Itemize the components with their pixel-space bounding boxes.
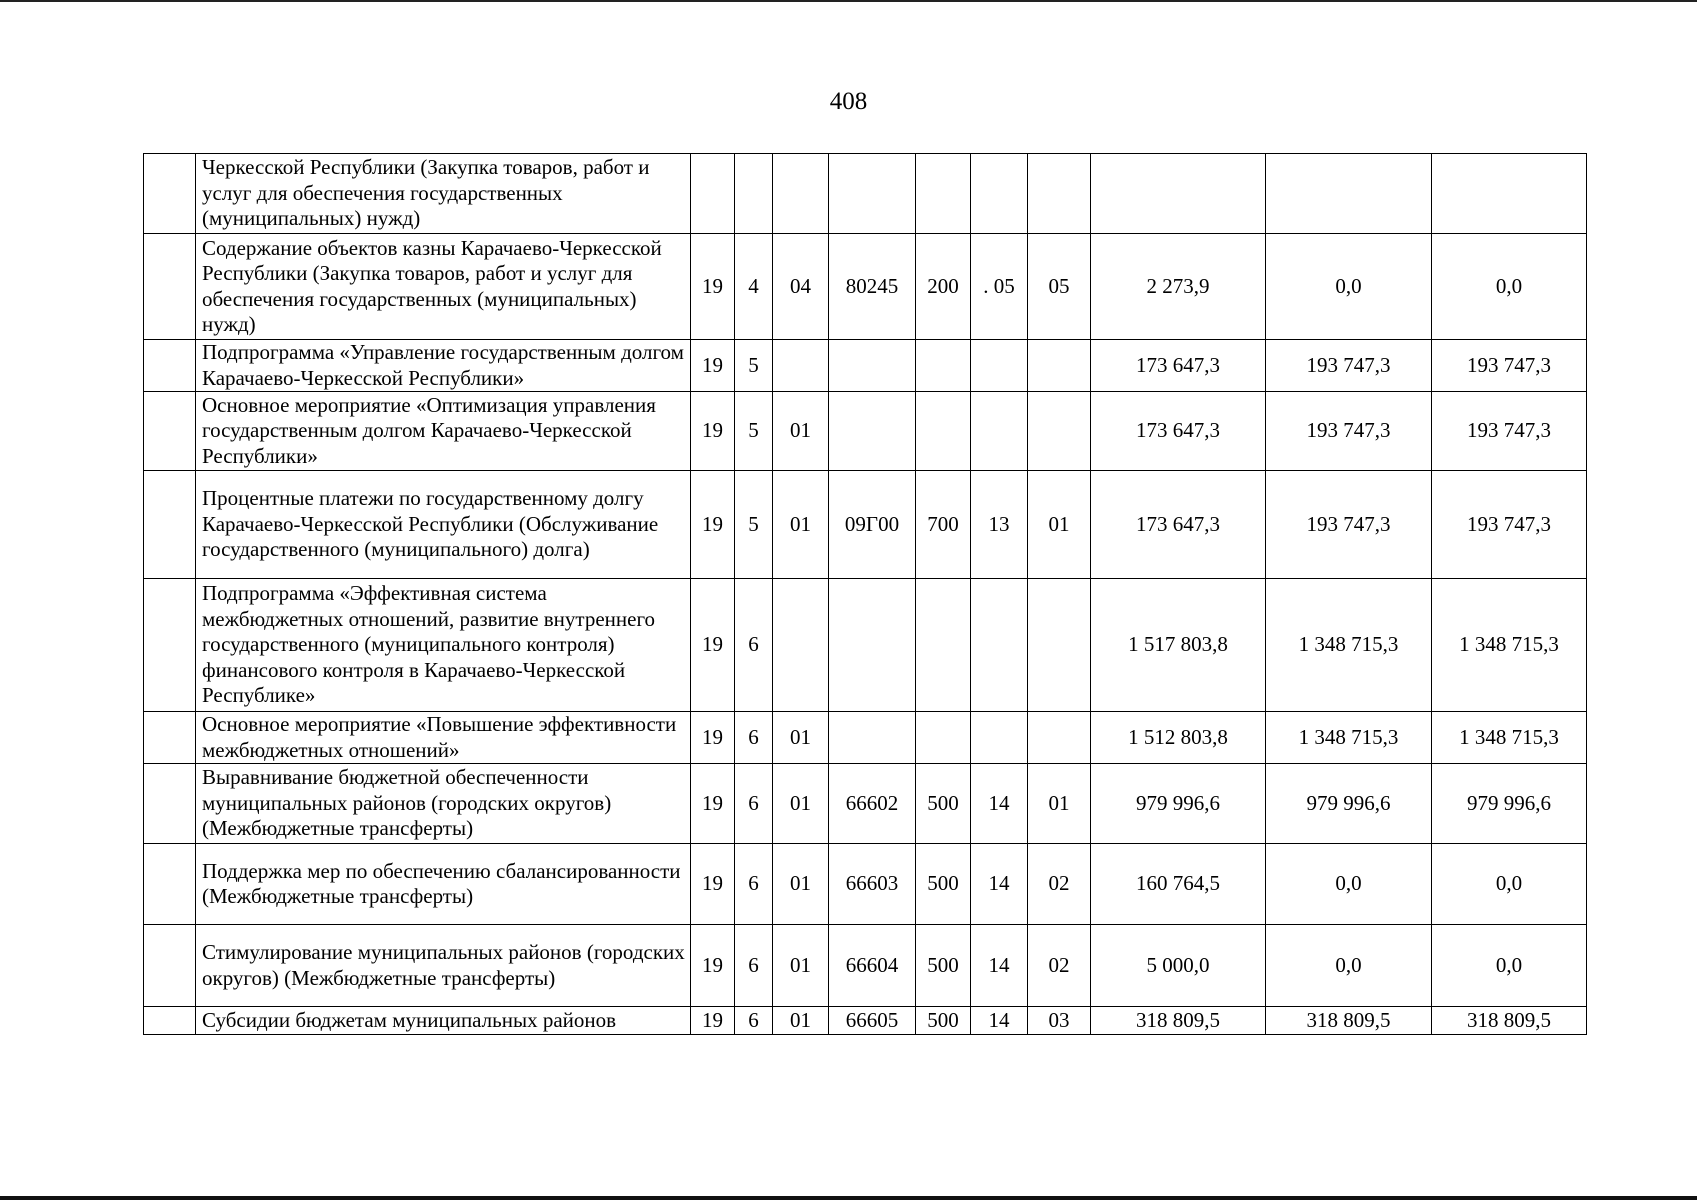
col-amount-1-cell	[1091, 154, 1266, 234]
row-name-cell: Основное мероприятие «Повышение эффективности межбюджетных отношений»	[196, 712, 691, 764]
col-amount-3-cell: 979 996,6	[1432, 764, 1587, 844]
row-index-cell	[144, 712, 196, 764]
col-amount-3-cell: 193 747,3	[1432, 392, 1587, 471]
col-code-1-cell: 19	[691, 579, 735, 712]
col-code-2-cell: 5	[735, 471, 773, 579]
row-index-cell	[144, 1007, 196, 1035]
col-code-3-cell: 01	[773, 844, 829, 925]
row-index-cell	[144, 764, 196, 844]
col-code-5-cell: 200	[916, 234, 971, 340]
col-code-2-cell: 6	[735, 844, 773, 925]
col-code-6-cell: . 05	[971, 234, 1028, 340]
col-code-6-cell: 14	[971, 925, 1028, 1007]
col-amount-3-cell: 193 747,3	[1432, 340, 1587, 392]
row-index-cell	[144, 925, 196, 1007]
col-code-5-cell	[916, 340, 971, 392]
col-code-4-cell	[829, 712, 916, 764]
col-amount-3-cell: 318 809,5	[1432, 1007, 1587, 1035]
row-index-cell	[144, 471, 196, 579]
col-code-2-cell: 5	[735, 392, 773, 471]
col-code-4-cell: 66603	[829, 844, 916, 925]
table-row	[144, 154, 1587, 234]
col-code-7-cell: 02	[1028, 925, 1091, 1007]
table-row	[144, 925, 1587, 1007]
col-code-2-cell: 6	[735, 579, 773, 712]
row-index-cell	[144, 340, 196, 392]
col-code-2-cell: 6	[735, 712, 773, 764]
col-code-5-cell: 500	[916, 764, 971, 844]
col-code-5-cell: 500	[916, 1007, 971, 1035]
table-row	[144, 234, 1587, 340]
col-amount-3-cell: 0,0	[1432, 844, 1587, 925]
col-code-7-cell	[1028, 340, 1091, 392]
col-code-1-cell: 19	[691, 340, 735, 392]
row-name-cell: Подпрограмма «Управление государственным долгом Карачаево-Черкесской Республики»	[196, 340, 691, 392]
col-code-3-cell	[773, 340, 829, 392]
col-code-3-cell	[773, 579, 829, 712]
col-code-7-cell: 01	[1028, 764, 1091, 844]
scan-bottom-edge	[0, 1196, 1697, 1200]
col-code-2-cell: 4	[735, 234, 773, 340]
col-code-3-cell: 01	[773, 1007, 829, 1035]
row-index-cell	[144, 234, 196, 340]
col-code-5-cell: 700	[916, 471, 971, 579]
row-name-cell: Процентные платежи по государственному долгу Карачаево-Черкесской Республики (Обслуживание государственного (муниципального) долга)	[196, 471, 691, 579]
col-code-3-cell	[773, 154, 829, 234]
col-code-3-cell: 01	[773, 764, 829, 844]
col-amount-2-cell	[1266, 154, 1432, 234]
row-name-cell: Подпрограмма «Эффективная система межбюджетных отношений, развитие внутреннего государственного (муниципального контроля) финансового контроля в Карачаево-Черкесской Республике»	[196, 579, 691, 712]
table-row	[144, 392, 1587, 471]
row-name-cell: Субсидии бюджетам муниципальных районов	[196, 1007, 691, 1035]
table-row	[144, 1007, 1587, 1035]
col-code-3-cell: 01	[773, 925, 829, 1007]
col-code-7-cell	[1028, 712, 1091, 764]
table-row	[144, 764, 1587, 844]
col-code-1-cell: 19	[691, 925, 735, 1007]
col-amount-3-cell: 1 348 715,3	[1432, 712, 1587, 764]
col-amount-3-cell: 0,0	[1432, 925, 1587, 1007]
col-amount-1-cell: 173 647,3	[1091, 392, 1266, 471]
col-amount-2-cell: 0,0	[1266, 844, 1432, 925]
col-code-7-cell	[1028, 392, 1091, 471]
col-code-6-cell: 13	[971, 471, 1028, 579]
col-amount-3-cell	[1432, 154, 1587, 234]
table-body	[144, 154, 1587, 1035]
col-code-3-cell: 01	[773, 471, 829, 579]
col-code-4-cell	[829, 579, 916, 712]
col-amount-3-cell: 1 348 715,3	[1432, 579, 1587, 712]
col-amount-2-cell: 318 809,5	[1266, 1007, 1432, 1035]
col-amount-1-cell: 173 647,3	[1091, 340, 1266, 392]
row-name-cell: Содержание объектов казны Карачаево-Черкесской Республики (Закупка товаров, работ и услуг для обеспечения государственных (муниципальных) нужд)	[196, 234, 691, 340]
col-amount-3-cell: 193 747,3	[1432, 471, 1587, 579]
col-code-4-cell	[829, 154, 916, 234]
col-code-2-cell: 6	[735, 925, 773, 1007]
table-row	[144, 712, 1587, 764]
row-index-cell	[144, 392, 196, 471]
col-code-1-cell: 19	[691, 392, 735, 471]
col-code-4-cell: 66605	[829, 1007, 916, 1035]
col-code-5-cell	[916, 392, 971, 471]
col-amount-1-cell: 2 273,9	[1091, 234, 1266, 340]
col-code-6-cell	[971, 154, 1028, 234]
col-code-3-cell: 04	[773, 234, 829, 340]
col-amount-3-cell: 0,0	[1432, 234, 1587, 340]
budget-table	[143, 153, 1587, 1035]
col-code-1-cell	[691, 154, 735, 234]
col-code-1-cell: 19	[691, 234, 735, 340]
col-code-5-cell: 500	[916, 844, 971, 925]
col-code-2-cell: 6	[735, 764, 773, 844]
col-code-6-cell	[971, 579, 1028, 712]
row-name-cell: Выравнивание бюджетной обеспеченности муниципальных районов (городских округов) (Межбюджетные трансферты)	[196, 764, 691, 844]
col-code-1-cell: 19	[691, 844, 735, 925]
col-code-4-cell	[829, 340, 916, 392]
scan-top-edge	[0, 0, 1697, 2]
col-amount-1-cell: 318 809,5	[1091, 1007, 1266, 1035]
row-index-cell	[144, 844, 196, 925]
col-code-7-cell: 01	[1028, 471, 1091, 579]
col-amount-2-cell: 1 348 715,3	[1266, 579, 1432, 712]
col-code-4-cell: 66602	[829, 764, 916, 844]
col-code-6-cell	[971, 340, 1028, 392]
col-code-7-cell	[1028, 579, 1091, 712]
col-amount-1-cell: 979 996,6	[1091, 764, 1266, 844]
col-code-4-cell: 09Г00	[829, 471, 916, 579]
col-amount-2-cell: 0,0	[1266, 925, 1432, 1007]
page-number: 408	[829, 88, 868, 115]
col-amount-1-cell: 173 647,3	[1091, 471, 1266, 579]
col-code-2-cell: 6	[735, 1007, 773, 1035]
col-code-5-cell: 500	[916, 925, 971, 1007]
col-amount-1-cell: 160 764,5	[1091, 844, 1266, 925]
col-code-1-cell: 19	[691, 712, 735, 764]
col-code-2-cell	[735, 154, 773, 234]
col-code-7-cell: 05	[1028, 234, 1091, 340]
table-row	[144, 844, 1587, 925]
col-code-2-cell: 5	[735, 340, 773, 392]
col-amount-2-cell: 979 996,6	[1266, 764, 1432, 844]
col-code-1-cell: 19	[691, 471, 735, 579]
col-code-6-cell: 14	[971, 844, 1028, 925]
col-amount-2-cell: 193 747,3	[1266, 471, 1432, 579]
col-code-4-cell	[829, 392, 916, 471]
table-row	[144, 471, 1587, 579]
col-code-4-cell: 80245	[829, 234, 916, 340]
table-row	[144, 579, 1587, 712]
row-index-cell	[144, 579, 196, 712]
col-code-3-cell: 01	[773, 392, 829, 471]
row-name-cell: Основное мероприятие «Оптимизация управления государственным долгом Карачаево-Черкесской Республики»	[196, 392, 691, 471]
row-name-cell: Поддержка мер по обеспечению сбалансированности (Межбюджетные трансферты)	[196, 844, 691, 925]
col-code-5-cell	[916, 154, 971, 234]
col-amount-2-cell: 0,0	[1266, 234, 1432, 340]
col-amount-1-cell: 1 517 803,8	[1091, 579, 1266, 712]
col-code-3-cell: 01	[773, 712, 829, 764]
row-name-cell: Черкесской Республики (Закупка товаров, работ и услуг для обеспечения государственных (муниципальных) нужд)	[196, 154, 691, 234]
col-amount-1-cell: 5 000,0	[1091, 925, 1266, 1007]
col-code-6-cell: 14	[971, 764, 1028, 844]
col-code-6-cell: 14	[971, 1007, 1028, 1035]
row-name-cell: Стимулирование муниципальных районов (городских округов) (Межбюджетные трансферты)	[196, 925, 691, 1007]
row-index-cell	[144, 154, 196, 234]
col-code-5-cell	[916, 712, 971, 764]
col-amount-2-cell: 1 348 715,3	[1266, 712, 1432, 764]
col-amount-2-cell: 193 747,3	[1266, 340, 1432, 392]
col-code-4-cell: 66604	[829, 925, 916, 1007]
col-code-6-cell	[971, 712, 1028, 764]
col-code-7-cell	[1028, 154, 1091, 234]
col-code-5-cell	[916, 579, 971, 712]
col-code-1-cell: 19	[691, 1007, 735, 1035]
col-amount-2-cell: 193 747,3	[1266, 392, 1432, 471]
table-row	[144, 340, 1587, 392]
col-code-7-cell: 02	[1028, 844, 1091, 925]
col-code-1-cell: 19	[691, 764, 735, 844]
col-code-6-cell	[971, 392, 1028, 471]
col-code-7-cell: 03	[1028, 1007, 1091, 1035]
col-amount-1-cell: 1 512 803,8	[1091, 712, 1266, 764]
